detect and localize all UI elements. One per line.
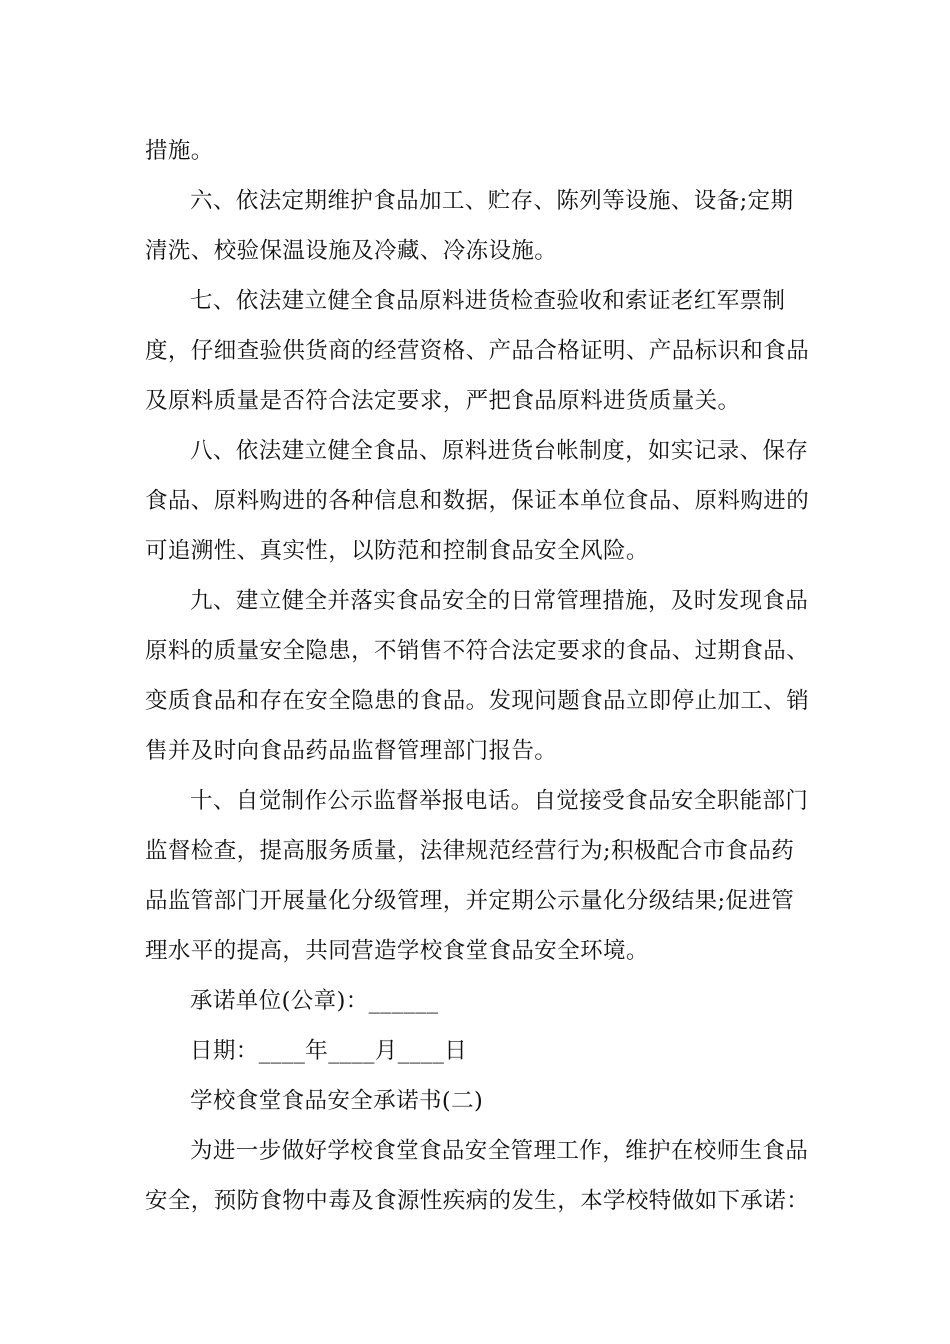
- paragraph-continuation: 措施。: [145, 138, 214, 164]
- paragraph-item-10: 十、自觉制作公示监督举报电话。自觉接受食品安全职能部门监督检查，提高服务质量，法律规范经营行为;积极配合市食品药品监管部门开展量化分级管理，并定期公示量化分级结果;促进管理水平的提高，共同营造学校食堂食品安全环境。: [145, 788, 809, 964]
- paragraph-item-8: 八、依法建立健全食品、原料进货台帐制度，如实记录、保存食品、原料购进的各种信息和数据，保证本单位食品、原料购进的可追溯性、真实性，以防范和控制食品安全风险。: [145, 438, 810, 564]
- paragraph-item-7: 七、依法建立健全食品原料进货检查验收和索证老红军票制度，仔细查验供货商的经营资格、产品合格证明、产品标识和食品及原料质量是否符合法定要求，严把食品原料进货质量关。: [145, 288, 810, 414]
- date-line: 日期：____年____月____日: [190, 1038, 468, 1064]
- document-body: [145, 126, 810, 1226]
- paragraph-item-9: 九、建立健全并落实食品安全的日常管理措施，及时发现食品原料的质量安全隐患，不销售不符合法定要求的食品、过期食品、变质食品和存在安全隐患的食品。发现问题食品立即停止加工、销售并及时向食品药品监督管理部门报告。: [145, 588, 810, 764]
- signature-unit-line: 承诺单位(公章)：______: [190, 988, 439, 1014]
- paragraph-intro: 为进一步做好学校食堂食品安全管理工作，维护在校师生食品安全，预防食物中毒及食源性疾病的发生，本学校特做如下承诺：: [145, 1138, 810, 1214]
- section-title: 学校食堂食品安全承诺书(二): [190, 1088, 484, 1114]
- paragraph-item-6: 六、依法定期维护食品加工、贮存、陈列等设施、设备;定期清洗、校验保温设施及冷藏、冷冻设施。: [145, 188, 794, 264]
